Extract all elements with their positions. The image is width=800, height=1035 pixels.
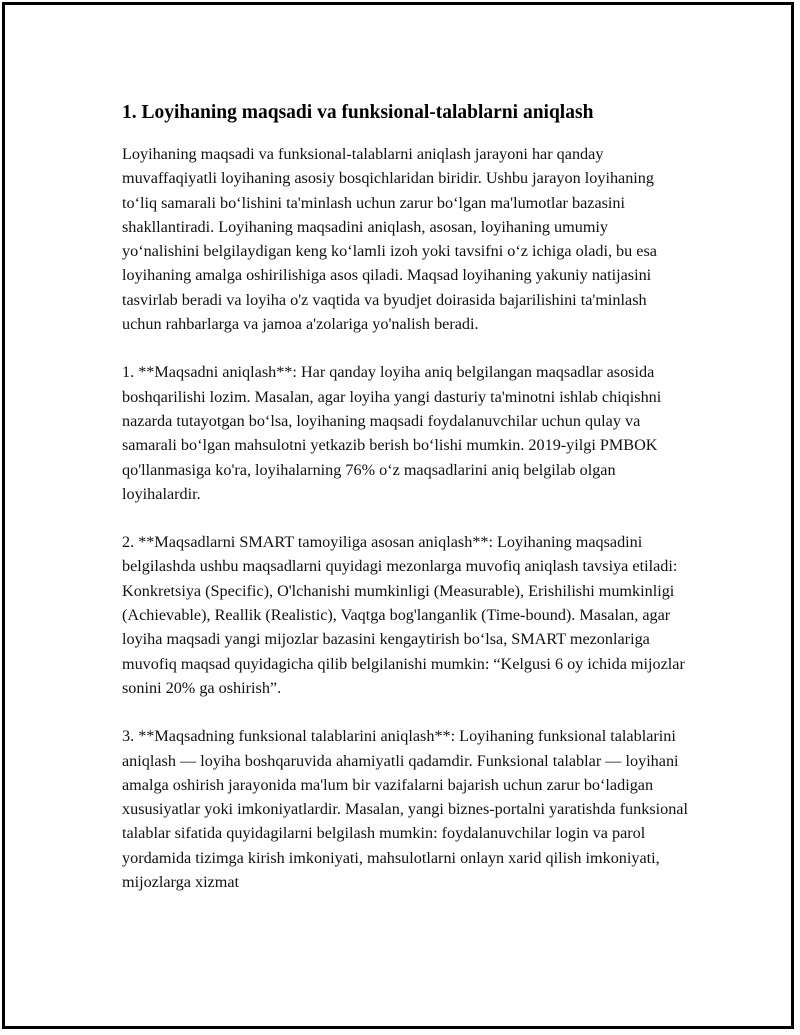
paragraph-item-1: 1. **Maqsadni aniqlash**: Har qanday loyiha aniq belgilangan maqsadlar asosida boshqarilishi lozim. Masalan, agar loyiha yangi dasturiy ta'minotni ishlab chiqishni nazarda tutayotgan bo‘lsa, loyihaning maqsadi foydalanuvchilar uchun qulay va samarali bo‘lgan mahsulotni yetkazib berish bo‘lishi mumkin. 2019-yilgi PMBOK qo'llanmasiga ko'ra, loyihalarning 76% o‘z maqsadlarini aniq belgilab olgan loyihalardir. (122, 363, 662, 503)
paragraph-item-3: 3. **Maqsadning funksional talablarini aniqlash**: Loyihaning funksional talablarini aniqlash — loyiha boshqaruvida ahamiyatli qadamdir. Funksional talablar — loyihani amalga oshirish jarayonida ma'lum bir vazifalarni bajarish uchun zarur bo‘ladigan xususiyatlar yoki imkoniyatlardir. Masalan, yangi biznes-portalni yaratishda funksional talablar sifatida quyidagilarni belgilash mumkin: foydalanuvchilar login va parol yordamida tizimga kirish imkoniyati, mahsulotlarni onlayn xarid qilish imkoniyati, mijozlarga xizmat (122, 727, 688, 892)
paragraph-item-2: 2. **Maqsadlarni SMART tamoyiliga asosan aniqlash**: Loyihaning maqsadini belgilashda ushbu maqsadlarni quyidagi mezonlarga muvofiq aniqlash tavsiya etiladi: Konkretsiya (Specific), O'lchanishi mumkinligi (Measurable), Erishilishi mumkinligi (Achievable), Reallik (Realistic), Vaqtga bog'langanlik (Time-bound). Masalan, agar loyiha maqsadi yangi mijozlar bazasini kengaytirish bo‘lsa, SMART mezonlariga muvofiq maqsad quyidagicha qilib belgilanishi mumkin: “Kelgusi 6 oy ichida mijozlar sonini 20% ga oshirish”. (122, 533, 685, 697)
page-frame (2, 2, 794, 1029)
document-body (122, 100, 688, 918)
paragraph-intro: Loyihaning maqsadi va funksional-talablarni aniqlash jarayoni har qanday muvaffaqiyatli loyihaning asosiy bosqichlaridan biridir. Ushbu jarayon loyihaning to‘liq samarali bo‘lishini ta'minlash uchun zarur bo‘lgan ma'lumotlar bazasini shakllantiradi. Loyihaning maqsadini aniqlash, asosan, loyihaning umumiy yo‘nalishini belgilaydigan keng ko‘lamli izoh yoki tavsifni o‘z ichiga oladi, bu esa loyihaning amalga oshirilishiga asos qiladi. Maqsad loyihaning yakuniy natijasini tasvirlab beradi va loyiha o'z vaqtida va byudjet doirasida bajarilishini ta'minlash uchun rahbarlarga va jamoa a'zolariga yo'nalish beradi. (122, 145, 657, 334)
section-heading: 1. Loyihaning maqsadi va funksional-talablarni aniqlash (122, 102, 594, 123)
